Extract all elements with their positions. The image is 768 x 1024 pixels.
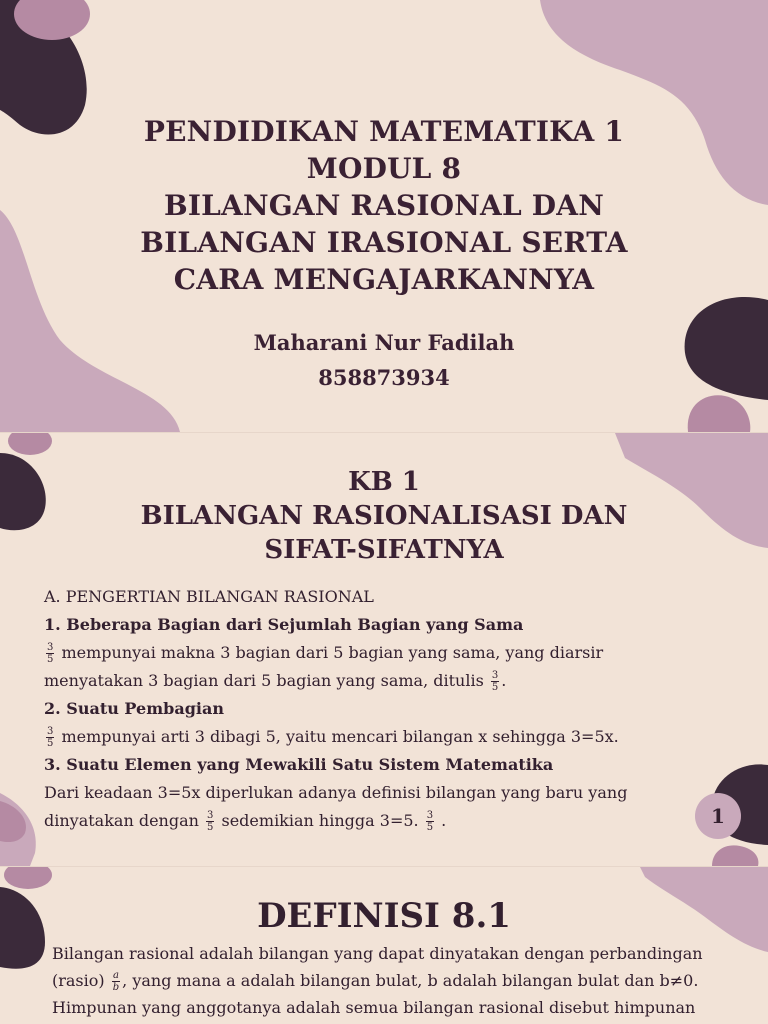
definition-slide	[0, 867, 768, 1024]
definition-line: Himpunan yang anggotanya adalah semua bilangan rasional disebut himpunan	[52, 998, 696, 1017]
fraction: $\frac{3}{5}$	[47, 726, 54, 749]
title-line: PENDIDIKAN MATEMATIKA 1	[143, 115, 625, 148]
section-heading: A. PENGERTIAN BILANGAN RASIONAL	[44, 587, 374, 606]
title-line: BILANGAN RASIONALISASI DAN	[140, 501, 628, 531]
item-text: sedemikian hingga 3=5.	[221, 811, 419, 830]
definition-line: (rasio) $\frac{a}{b}$ , yang mana a adalah bilangan bulat, b adalah bilangan bulat dan b≠0.	[52, 970, 699, 993]
author-id: 858873934	[318, 365, 450, 390]
item-text: dinyatakan dengan	[44, 811, 199, 830]
content-slide	[0, 433, 768, 866]
fraction: $\frac{3}{5}$	[207, 810, 214, 833]
title-line: BILANGAN IRASIONAL SERTA	[140, 226, 628, 259]
page-number-badge: 1	[695, 793, 741, 839]
fraction: $\frac{a}{b}$	[112, 970, 120, 993]
fraction: $\frac{3}{5}$	[491, 670, 499, 693]
presentation-title	[0, 113, 768, 298]
fraction: $\frac{3}{5}$	[47, 642, 54, 665]
slide-body	[44, 583, 734, 835]
author-block	[0, 325, 768, 395]
title-line: KB 1	[348, 467, 420, 497]
section-title	[0, 465, 768, 567]
item-heading: 1. Beberapa Bagian dari Sejumlah Bagian yang Sama	[44, 615, 524, 634]
title-line: SIFAT-SIFATNYA	[264, 535, 504, 565]
item-paragraph	[44, 723, 734, 751]
item-text: mempunyai makna 3 bagian dari 5 bagian yang sama, yang diarsir	[61, 643, 604, 662]
item-paragraph: Dari keadaan 3=5x diperlukan adanya definisi bilangan yang baru yang	[44, 783, 628, 802]
title-line: BILANGAN RASIONAL DAN	[163, 189, 604, 222]
definition-line: Bilangan rasional adalah bilangan yang dapat dinyatakan dengan perbandingan	[52, 944, 703, 963]
item-text: menyatakan 3 bagian dari 5 bagian yang sama, ditulis	[44, 671, 484, 690]
title-line: CARA MENGAJARKANNYA	[173, 263, 595, 296]
author-name: Maharani Nur Fadilah	[253, 330, 515, 355]
title-line: MODUL 8	[306, 152, 462, 185]
item-heading: 2. Suatu Pembagian	[44, 699, 224, 718]
item-heading: 3. Suatu Elemen yang Mewakili Satu Sistem Matematika	[44, 755, 554, 774]
item-paragraph	[44, 639, 734, 667]
item-paragraph: menyatakan 3 bagian dari 5 bagian yang sama, ditulis $\frac{3}{5}$ .	[44, 670, 507, 693]
definition-body	[52, 940, 732, 1021]
item-paragraph: dinyatakan dengan $\frac{3}{5}$ sedemikian hingga 3=5. $\frac{3}{5}$ .	[44, 810, 447, 833]
title-slide	[0, 0, 768, 432]
item-text: mempunyai arti 3 dibagi 5, yaitu mencari bilangan x sehingga 3=5x.	[61, 727, 619, 746]
definition-title: DEFINISI 8.1	[257, 896, 511, 936]
fraction: $\frac{3}{5}$	[426, 810, 434, 833]
